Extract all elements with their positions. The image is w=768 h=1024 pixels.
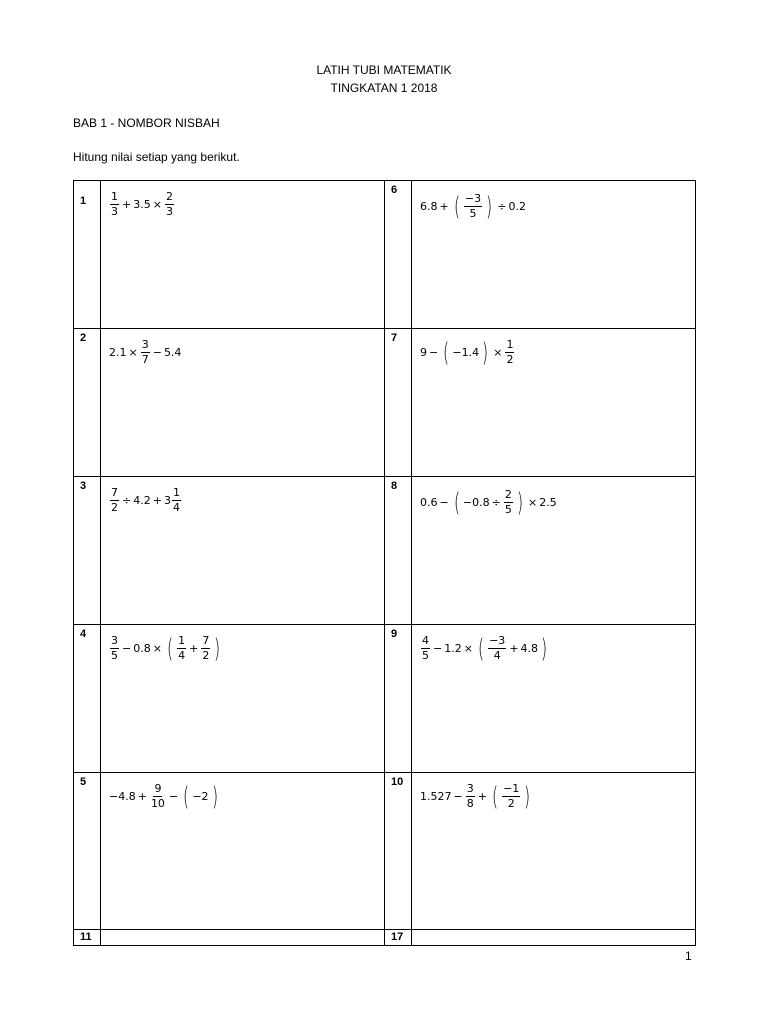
- instruction-text: Hitung nilai setiap yang berikut.: [73, 150, 240, 164]
- question-number: 1: [74, 181, 101, 329]
- question-number: 10: [385, 773, 412, 930]
- answer-cell[interactable]: [412, 329, 696, 477]
- answer-cell[interactable]: [412, 930, 696, 946]
- worksheet-title: LATIH TUBI MATEMATIK: [316, 63, 452, 77]
- question-number: 9: [385, 625, 412, 773]
- answer-cell[interactable]: [412, 625, 696, 773]
- answer-cell[interactable]: [412, 181, 696, 329]
- answer-cell[interactable]: [101, 329, 385, 477]
- question-number: 11: [74, 930, 101, 946]
- question-number: 6: [385, 181, 412, 329]
- question-number: 17: [385, 930, 412, 946]
- worksheet-subtitle: TINGKATAN 1 2018: [330, 81, 438, 95]
- question-expression: $\frac{1}{3}$ + 3.5 × $\frac{2}{3}$: [111, 190, 173, 219]
- question-expression: −4.8 + $\frac{9}{10}$ − ( −2 ): [109, 781, 218, 812]
- question-number: 5: [74, 773, 101, 930]
- question-number: 4: [74, 625, 101, 773]
- table-row: [74, 181, 696, 329]
- question-number: 2: [74, 329, 101, 477]
- answer-cell[interactable]: [412, 773, 696, 930]
- table-row: [74, 625, 696, 773]
- question-number: 8: [385, 477, 412, 625]
- question-expression: $\frac{4}{5}$ − 1.2 × ( $\frac{-3}{4}$ + 4.8 ): [422, 633, 548, 664]
- answer-cell[interactable]: [101, 773, 385, 930]
- answer-cell[interactable]: [412, 477, 696, 625]
- question-table: [73, 180, 696, 946]
- answer-cell[interactable]: [101, 477, 385, 625]
- table-row: [74, 477, 696, 625]
- question-expression: 1.527 − $\frac{3}{8}$ + ( $\frac{-1}{2}$ ): [420, 781, 531, 812]
- page-number: 1: [685, 949, 692, 963]
- question-expression: 9 − ( −1.4 ) × $\frac{1}{2}$: [420, 337, 514, 368]
- question-number: 3: [74, 477, 101, 625]
- table-row: [74, 930, 696, 946]
- question-number: 7: [385, 329, 412, 477]
- answer-cell[interactable]: [101, 930, 385, 946]
- question-expression: $\frac{3}{5}$ − 0.8 × ( $\frac{1}{4}$ + $\frac{7}{2}$ ): [111, 633, 221, 664]
- chapter-heading: BAB 1 - NOMBOR NISBAH: [73, 116, 220, 130]
- question-expression: 6.8 + ( $\frac{-3}{5}$ ) ÷ 0.2: [420, 191, 526, 222]
- table-row: [74, 329, 696, 477]
- question-expression: 0.6 − ( −0.8 ÷ $\frac{2}{5}$ ) × 2.5: [420, 487, 557, 518]
- question-expression: $\frac{7}{2}$ ÷ 4.2 + 3 $\frac{1}{4}$: [111, 486, 180, 515]
- answer-cell[interactable]: [101, 181, 385, 329]
- question-expression: 2.1 × $\frac{3}{7}$ − 5.4: [109, 338, 182, 367]
- table-row: [74, 773, 696, 930]
- answer-cell[interactable]: [101, 625, 385, 773]
